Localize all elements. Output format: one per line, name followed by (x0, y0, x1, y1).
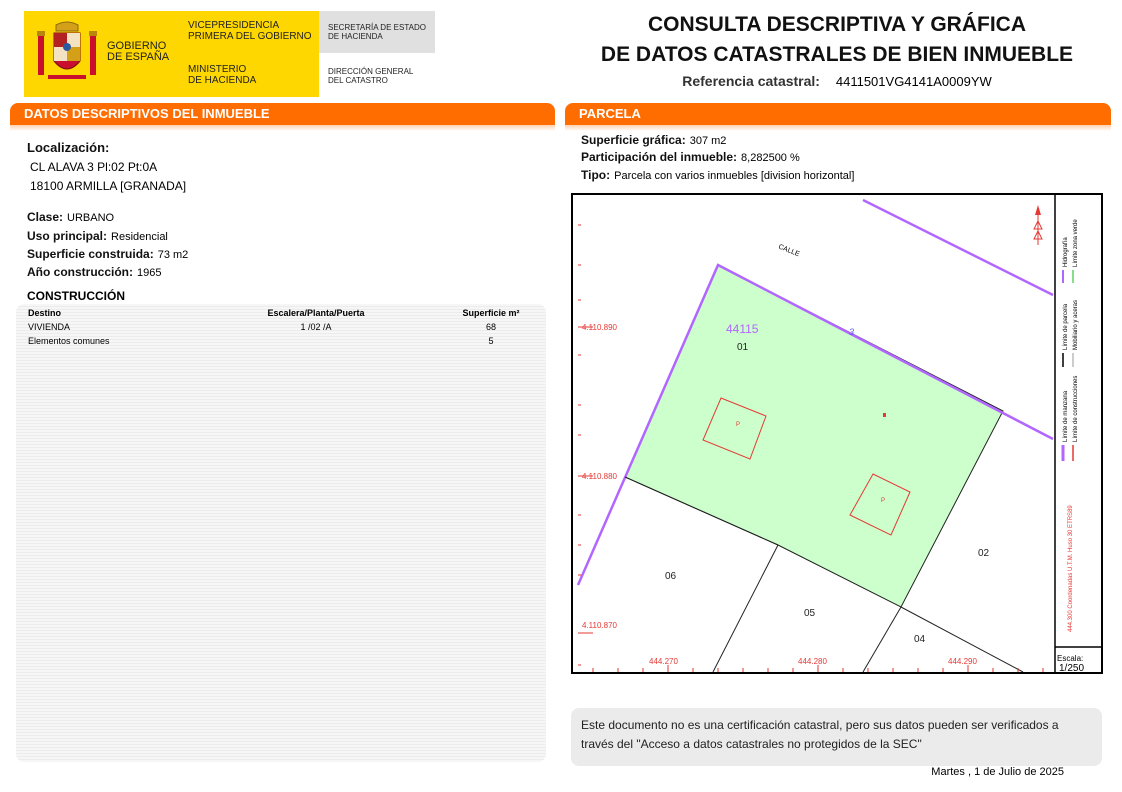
legend-mobiliario: Mobiliario y aceras (1073, 299, 1079, 350)
parcel-label-01: 01 (737, 342, 749, 353)
clase-field: Clase: URBANO (27, 210, 115, 224)
parcel-ref-label: 44115 (726, 322, 759, 336)
scale-label: Escala: (1057, 654, 1084, 663)
table-row-escalera: 1 /02 /A (300, 322, 332, 332)
construccion-title: CONSTRUCCIÓN (27, 289, 125, 303)
table-row-superficie: 5 (488, 336, 494, 346)
parcel-label-04: 04 (914, 634, 926, 645)
uso-principal-field: Uso principal: Residencial (27, 229, 168, 243)
superficie-construida-field: Superficie construida: 73 m2 (27, 247, 189, 261)
localizacion-line2: 18100 ARMILLA [GRANADA] (30, 179, 187, 193)
legend-hidrografia: Hidrografía (1063, 237, 1069, 267)
pool-label: P (881, 498, 886, 504)
north-arrow-icon (1034, 205, 1042, 245)
parcel-line (863, 607, 901, 672)
participacion-field: Participación del inmueble: 8,282500 % (581, 150, 800, 164)
legend-coords-note: 444.300 Coordenadas U.T.M. Huso 30 ETRS89 (1068, 505, 1074, 632)
x-coord-label: 444.270 (649, 657, 678, 666)
parcela-header (565, 103, 1111, 131)
legend-manzana: Límite de manzana (1063, 390, 1069, 442)
th-superficie: Superficie m² (462, 308, 520, 318)
th-destino: Destino (28, 308, 62, 318)
legend-construcciones: Límite de construcciones (1073, 375, 1079, 442)
vicepresidencia-text: VICEPRESIDENCIA PRIMERA DEL GOBIERNO (188, 20, 312, 42)
ref-value: 4411501VG4141A0009YW (835, 74, 992, 89)
referencia-catastral (571, 73, 1103, 89)
localizacion-label: Localización: (27, 140, 110, 155)
parcel-label-02: 02 (978, 548, 990, 559)
street-boundary (863, 200, 1053, 295)
section-title: DATOS DESCRIPTIVOS DEL INMUEBLE (10, 103, 555, 125)
x-coord-label: 444.280 (798, 657, 827, 666)
y-coord-label: 4.110.880 (582, 472, 617, 481)
x-coord-label: 444.290 (948, 657, 977, 666)
cadastral-map (571, 193, 1103, 674)
y-coord-label: 4.110.890 (582, 323, 617, 332)
disclaimer-notice: Este documento no es una certificación catastral, pero sus datos pueden ser verificados a través del "Acceso a datos catastrales no protegidos de la SEC" (571, 708, 1102, 766)
map-canvas (573, 195, 1101, 672)
anio-construccion-field: Año construcción: 1965 (27, 265, 162, 279)
pool-label: P (736, 422, 741, 428)
legend-parcela: Límite de parcela (1063, 303, 1069, 350)
point-marker (883, 413, 886, 417)
table-row-destino: VIVIENDA (28, 322, 71, 332)
localizacion-line1: CL ALAVA 3 Pl:02 Pt:0A (30, 160, 158, 174)
parcel-line (713, 545, 778, 672)
y-coord-label: 4.110.870 (582, 621, 617, 630)
legend-zona-verde: Límite zona verde (1073, 219, 1079, 267)
parcel-area (625, 265, 1003, 607)
gobierno-text: GOBIERNO DE ESPAÑA (107, 40, 170, 63)
government-header (24, 11, 435, 97)
section-title: PARCELA (565, 103, 1111, 125)
street-label: CALLE (777, 243, 801, 259)
superficie-grafica-field: Superficie gráfica: 307 m2 (581, 133, 727, 147)
direccion-general-text: DIRECCIÓN GENERAL DEL CATASTRO (328, 67, 414, 85)
document-title: CONSULTA DESCRIPTIVA Y GRÁFICA DE DATOS CATASTRALES DE BIEN INMUEBLE (600, 13, 1074, 66)
parcel-label-05: 05 (804, 608, 816, 619)
table-row-destino: Elementos comunes (28, 336, 110, 346)
table-row-superficie: 68 (485, 322, 496, 332)
tipo-field: Tipo: Parcela con varios inmuebles [division horizontal] (581, 168, 855, 182)
street-number-label: 3 (849, 327, 855, 337)
ref-label: Referencia catastral: (682, 73, 820, 89)
th-escalera: Escalera/Planta/Puerta (267, 308, 365, 318)
document-date: Martes , 1 de Julio de 2025 (931, 766, 1064, 778)
parcel-label-06: 06 (665, 571, 677, 582)
construccion-table (16, 304, 546, 762)
coat-of-arms-icon (34, 19, 100, 85)
scale-value: 1/250 (1059, 663, 1085, 672)
secretaria-text: SECRETARÍA DE ESTADO DE HACIENDA (328, 23, 426, 41)
datos-descriptivos-header (10, 103, 555, 131)
ministerio-text: MINISTERIO DE HACIENDA (188, 64, 257, 86)
